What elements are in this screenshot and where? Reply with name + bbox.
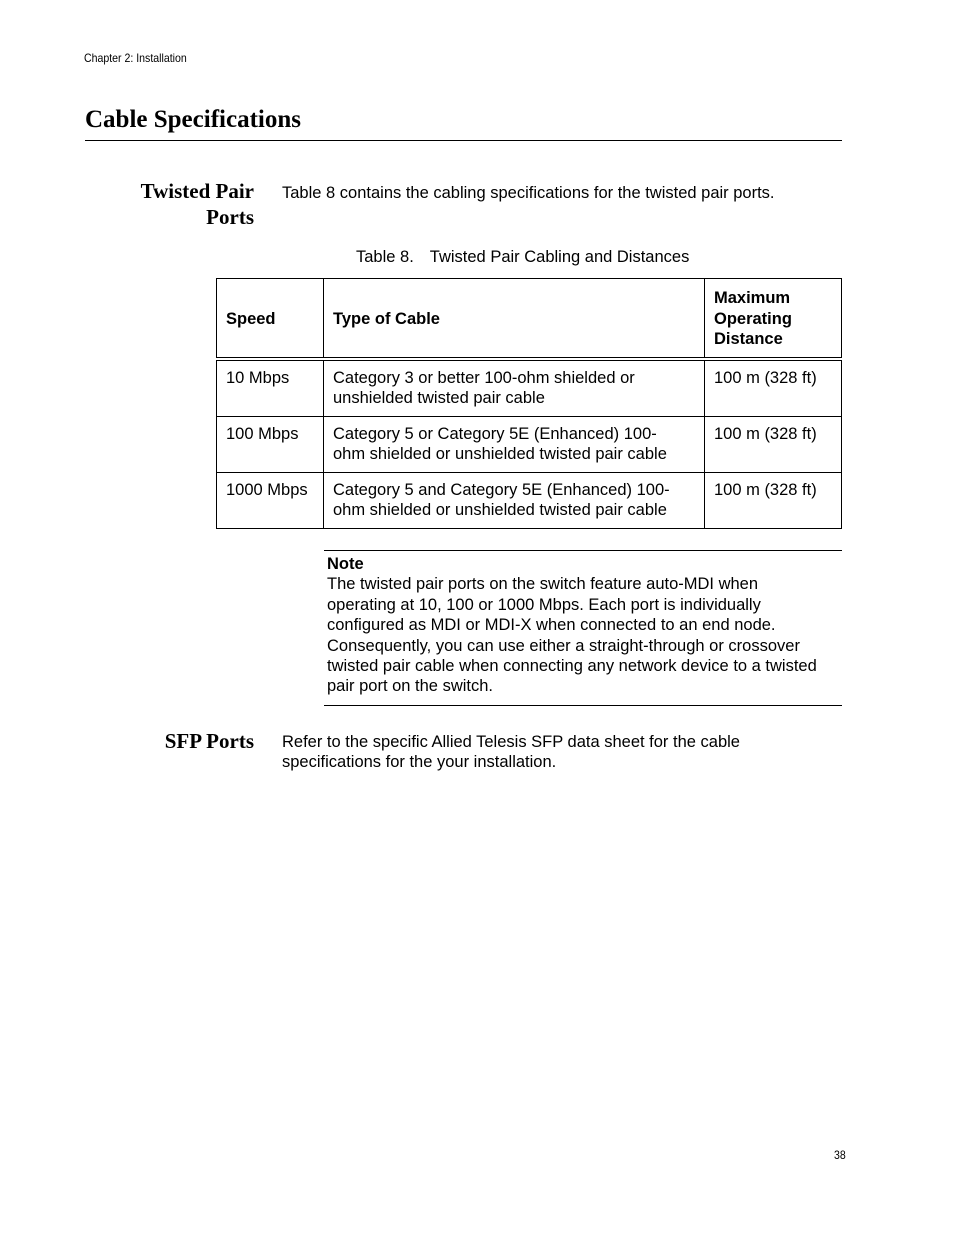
table-caption-title: Twisted Pair Cabling and Distances: [429, 248, 690, 266]
cabling-table: [216, 278, 842, 529]
sfp-text-line2: specifications for the your installation.: [282, 753, 557, 772]
twisted-pair-heading: [141, 178, 254, 230]
table-row: [217, 417, 842, 473]
cell-type-line1: Category 3 or better 100-ohm shielded or: [333, 369, 635, 387]
cell-distance: 100 m (328 ft): [705, 473, 842, 529]
cell-type-line1: Category 5 or Category 5E (Enhanced) 100-: [333, 425, 657, 443]
note-line: pair port on the switch.: [327, 677, 493, 696]
header-distance-line2: Operating: [714, 309, 792, 328]
table-row: [217, 473, 842, 529]
twisted-pair-heading-line2: Ports: [206, 205, 254, 229]
sfp-text: [282, 732, 740, 773]
twisted-pair-heading-line1: Twisted Pair: [140, 179, 254, 203]
table-header-row: [217, 279, 842, 360]
table-caption-number: Table 8.: [356, 248, 414, 266]
note-line: configured as MDI or MDI-X when connected to an end node.: [327, 616, 776, 635]
section-title: Cable Specifications: [85, 106, 301, 133]
twisted-pair-intro: Table 8 contains the cabling specifications for the twisted pair ports.: [282, 184, 775, 202]
title-rule: [85, 140, 842, 141]
header-distance-line1: Maximum: [714, 289, 791, 308]
cell-speed: 100 Mbps: [217, 417, 324, 473]
sfp-text-line1: Refer to the specific Allied Telesis SFP data sheet for the cable: [282, 733, 740, 751]
sfp-heading: SFP Ports: [164, 729, 254, 753]
cell-type: [324, 473, 705, 529]
note-label: Note: [327, 555, 364, 573]
cell-type: [324, 417, 705, 473]
cell-type: [324, 359, 705, 417]
note-box: [324, 550, 842, 706]
cell-speed: 10 Mbps: [217, 359, 324, 417]
header-type: Type of Cable: [324, 279, 705, 360]
header-speed: Speed: [217, 279, 324, 360]
note-line: The twisted pair ports on the switch feature auto-MDI when: [327, 575, 759, 594]
note-line: twisted pair cable when connecting any network device to a twisted: [327, 657, 817, 676]
running-header: Chapter 2: Installation: [84, 51, 187, 65]
cell-distance: 100 m (328 ft): [705, 417, 842, 473]
table-row: [217, 359, 842, 417]
cell-speed: 1000 Mbps: [217, 473, 324, 529]
note-line: operating at 10, 100 or 1000 Mbps. Each port is individually: [327, 595, 761, 614]
page-number: 38: [834, 1148, 846, 1162]
table-caption: [356, 248, 689, 267]
cell-type-line1: Category 5 and Category 5E (Enhanced) 100-: [333, 481, 670, 499]
cell-distance: 100 m (328 ft): [705, 359, 842, 417]
cell-type-line2: ohm shielded or unshielded twisted pair cable: [333, 501, 667, 520]
cell-type-line2: ohm shielded or unshielded twisted pair cable: [333, 445, 667, 464]
header-distance-line3: Distance: [714, 330, 783, 349]
header-distance: [705, 279, 842, 360]
note-line: Consequently, you can use either a straight-through or crossover: [327, 636, 800, 655]
cell-type-line2: unshielded twisted pair cable: [333, 389, 545, 408]
